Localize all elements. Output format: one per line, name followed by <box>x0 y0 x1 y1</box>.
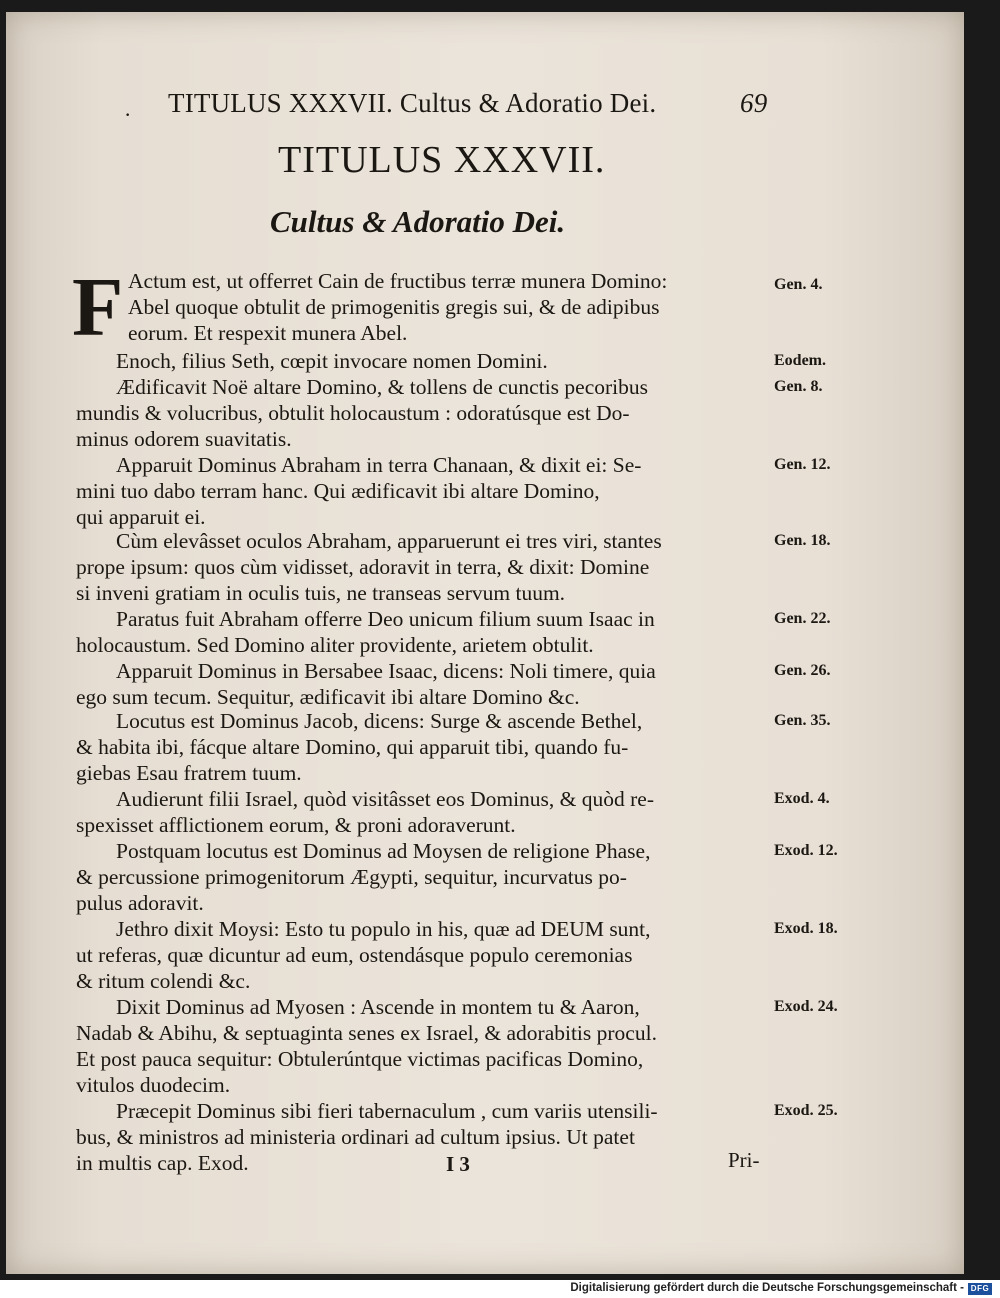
text-line: Audierunt filii Israel, quòd visitâsset eos Dominus, & quòd re- <box>116 787 655 811</box>
dfg-logo: DFG <box>968 1283 992 1295</box>
margin-note: Gen. 12. <box>774 456 831 473</box>
text-line: Paratus fuit Abraham offerre Deo unicum filium suum Isaac in <box>116 607 655 631</box>
margin-note: Exod. 4. <box>774 790 830 807</box>
text-line: pulus adoravit. <box>76 891 204 915</box>
text-line: ego sum tecum. Sequitur, ædificavit ibi altare Domino &c. <box>76 685 580 709</box>
text-line: mundis & volucribus, obtulit holocaustum : odoratúsque est Do- <box>76 401 630 425</box>
running-head-title: TITULUS XXXVII. Cultus & Adoratio Dei. <box>168 88 657 118</box>
margin-note: Gen. 35. <box>774 712 831 729</box>
page-number: 69 <box>740 88 768 118</box>
footer-credit: Digitalisierung gefördert durch die Deutsche Forschungsgemeinschaft - <box>570 1282 964 1294</box>
text-line: Nadab & Abihu, & septuaginta senes ex Israel, & adorabitis procul. <box>76 1021 657 1045</box>
text-line: si inveni gratiam in oculis tuis, ne transeas servum tuum. <box>76 581 566 605</box>
text-line: Apparuit Dominus Abraham in terra Chanaan, & dixit ei: Se- <box>116 453 642 477</box>
text-line: Enoch, filius Seth, cœpit invocare nomen Domini. <box>116 349 548 373</box>
margin-note: Exod. 12. <box>774 842 838 859</box>
text-line: eorum. Et respexit munera Abel. <box>128 321 408 345</box>
text-line: Actum est, ut offerret Cain de fructibus terræ munera Domino: <box>128 269 668 293</box>
text-line: Ædificavit Noë altare Domino, & tollens de cunctis pecoribus <box>116 375 648 399</box>
text-line: giebas Esau fratrem tuum. <box>76 761 302 785</box>
drop-cap: F <box>72 261 124 354</box>
margin-note: Exod. 25. <box>774 1102 838 1119</box>
text-line: Apparuit Dominus in Bersabee Isaac, dicens: Noli timere, quia <box>116 659 656 683</box>
margin-note: Eodem. <box>774 352 826 369</box>
chapter-subtitle: Cultus & Adoratio Dei. <box>270 204 566 239</box>
text-line: & percussione primogenitorum Ægypti, sequitur, incurvatus po- <box>76 865 627 889</box>
text-line: in multis cap. Exod. <box>76 1151 249 1175</box>
text-line: prope ipsum: quos cùm vidisset, adoravit in terra, & dixit: Domine <box>76 555 650 579</box>
text-line: Locutus est Dominus Jacob, dicens: Surge & ascende Bethel, <box>116 709 643 733</box>
catchword: Pri- <box>728 1148 760 1172</box>
margin-note: Gen. 26. <box>774 662 831 679</box>
text-line: minus odorem suavitatis. <box>76 427 292 451</box>
book-page <box>6 12 964 1274</box>
text-line: & ritum colendi &c. <box>76 969 251 993</box>
text-line: bus, & ministros ad ministeria ordinari ad cultum ipsius. Ut patet <box>76 1125 635 1149</box>
text-line: Et post pauca sequitur: Obtulerúntque victimas pacificas Domino, <box>76 1047 644 1071</box>
text-line: holocaustum. Sed Domino aliter providente, arietem obtulit. <box>76 633 594 657</box>
text-line: Præcepit Dominus sibi fieri tabernaculum , cum variis utensili- <box>116 1099 658 1123</box>
margin-note: Gen. 8. <box>774 378 823 395</box>
running-head <box>168 88 768 119</box>
margin-note: Gen. 22. <box>774 610 831 627</box>
text-line: spexisset afflictionem eorum, & proni adoraverunt. <box>76 813 516 837</box>
text-line: & habita ibi, fácque altare Domino, qui apparuit tibi, quando fu- <box>76 735 629 759</box>
text-line: mini tuo dabo terram hanc. Qui ædificavit ibi altare Domino, <box>76 479 600 503</box>
text-line: Dixit Dominus ad Myosen : Ascende in montem tu & Aaron, <box>116 995 640 1019</box>
margin-note: Exod. 18. <box>774 920 838 937</box>
signature-mark: I 3 <box>446 1152 470 1176</box>
margin-note: Gen. 4. <box>774 276 823 293</box>
page-mark: · <box>124 102 132 127</box>
text-line: Jethro dixit Moysi: Esto tu populo in his, quæ ad DEUM sunt, <box>116 917 651 941</box>
margin-note: Gen. 18. <box>774 532 831 549</box>
text-line: Postquam locutus est Dominus ad Moysen de religione Phase, <box>116 839 651 863</box>
text-line: Cùm elevâsset oculos Abraham, apparuerunt ei tres viri, stantes <box>116 529 662 553</box>
text-line: Abel quoque obtulit de primogenitis gregis sui, & de adipibus <box>128 295 660 319</box>
text-line: ut referas, quæ dicuntur ad eum, ostendásque populo ceremonias <box>76 943 633 967</box>
chapter-title: TITULUS XXXVII. <box>278 139 606 181</box>
margin-note: Exod. 24. <box>774 998 838 1015</box>
text-line: qui apparuit ei. <box>76 505 206 529</box>
text-line: vitulos duodecim. <box>76 1073 231 1097</box>
